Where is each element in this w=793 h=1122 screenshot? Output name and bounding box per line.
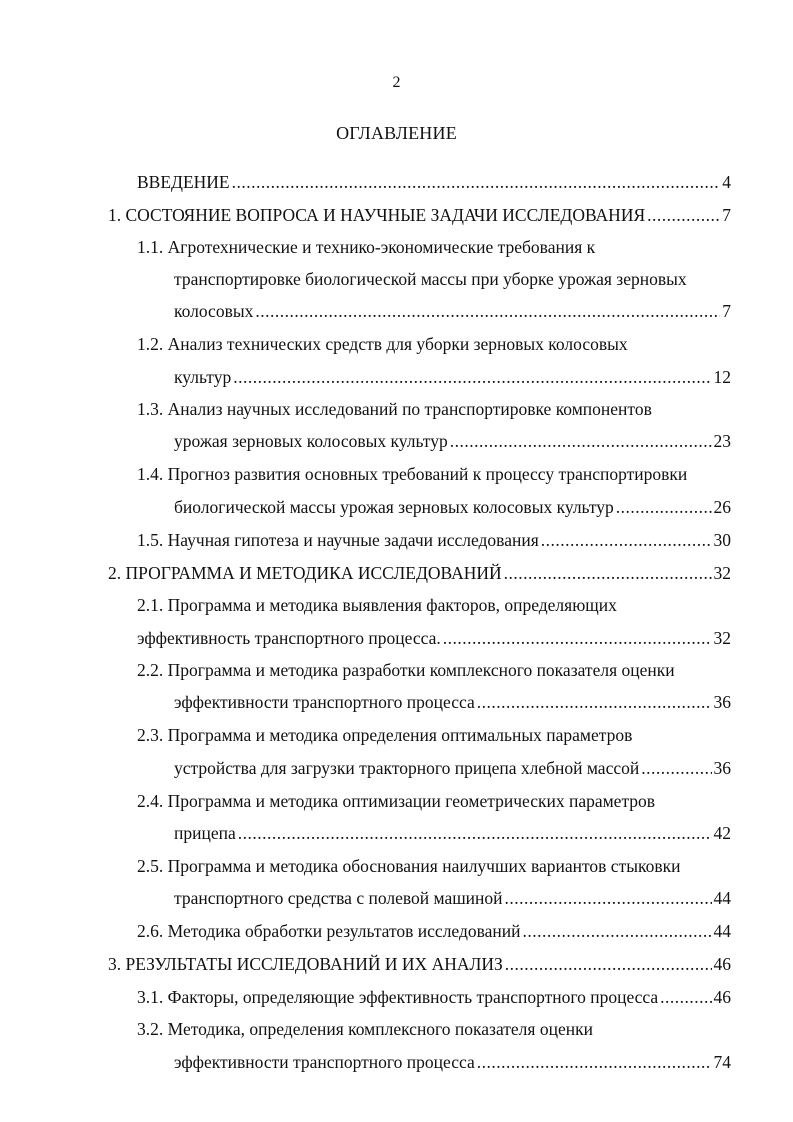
toc-entry-text: прицепа [174,823,236,843]
toc-page-number: 7 [722,301,731,321]
toc-entry-1-3[interactable] [137,397,731,421]
page-number: 2 [392,74,401,91]
toc-page-number: 7 [722,205,731,225]
toc-entry-2-1-last[interactable] [137,626,731,650]
toc-entry-text: 2.5. Программа и методика обоснования наилучших вариантов стыковки [137,856,681,876]
toc-entry-text: 1.1. Агротехнические и технико-экономические требования к [137,237,596,257]
toc-entry-1-1[interactable] [137,235,731,259]
toc-page-number: 74 [713,1052,731,1072]
toc-entry-text: 1.2. Анализ технических средств для уборки зерновых колосовых [137,334,628,354]
toc-page-number: 44 [713,921,731,941]
dot-leader [238,821,712,845]
toc-entry-1-4[interactable] [137,462,731,486]
toc-entry-text: транспортировке биологической массы при уборке урожая зерновых [174,269,687,289]
toc-entry-2-4[interactable] [137,789,731,813]
toc-entry-2-5-last[interactable] [174,886,731,910]
toc-entry-text: колосовых [174,301,254,321]
toc-entry-text: ВВЕДЕНИЕ [137,172,230,192]
toc-entry-chapter-3[interactable] [108,952,731,976]
toc-page-number: 23 [713,431,731,451]
toc-entry-text: эффективности транспортного процесса [174,692,475,712]
toc-entry-1-4-last[interactable] [174,495,731,519]
toc-entry-text: 2.4. Программа и методика оптимизации геометрических параметров [137,791,656,811]
dot-leader [232,170,721,194]
toc-entry-text: 3.1. Факторы, определяющие эффективность транспортного процесса [137,987,659,1007]
toc-page-number: 46 [713,987,731,1007]
toc-entry-text: 2.3. Программа и методика определения оптимальных параметров [137,725,633,745]
toc-entry-1-2-last[interactable] [174,365,731,389]
toc-entry-text: эффективности транспортного процесса [174,1052,475,1072]
toc-entry-text: 2.2. Программа и методика разработки комплексного показателя оценки [137,660,675,680]
toc-entry-text: устройства для загрузки тракторного прицепа хлебной массой [174,758,640,778]
toc-entry-text: 1. СОСТОЯНИЕ ВОПРОСА И НАУЧНЫЕ ЗАДАЧИ ИССЛЕДОВАНИЯ [108,205,646,225]
toc-entry-2-4-last[interactable] [174,821,731,845]
toc-page-number: 4 [722,172,731,192]
toc-page-number: 32 [713,563,731,583]
toc-entry-text: урожая зерновых колосовых культур [174,431,448,451]
toc-entry-text: 3.2. Методика, определения комплексного показателя оценки [137,1019,593,1039]
toc-page-number: 12 [713,367,731,387]
toc-page-number: 46 [713,954,731,974]
toc-entry-2-3-last[interactable] [174,756,731,780]
toc-entry-1-3-last[interactable] [174,429,731,453]
toc-title: ОГЛАВЛЕНИЕ [336,123,457,143]
toc-entry-text: 1.4. Прогноз развития основных требований к процессу транспортировки [137,464,688,484]
toc-entry-text: 2.6. Методика обработки результатов исследований [137,921,521,941]
toc-entry-text: 1.5. Научная гипотеза и научные задачи исследования [137,530,539,550]
dot-leader [647,203,720,227]
toc-page-number: 36 [713,758,731,778]
toc-entry-2-2-last[interactable] [174,690,731,714]
toc-page-number: 36 [713,692,731,712]
toc-entry-text: 1.3. Анализ научных исследований по транспортировке компонентов [137,399,652,419]
toc-entry-2-2[interactable] [137,658,731,682]
toc-entry-1-1-last[interactable] [174,299,731,323]
dot-leader [616,495,712,519]
toc-page-number: 42 [713,823,731,843]
toc-entry-chapter-2[interactable] [108,561,731,585]
dot-leader [523,919,712,943]
toc-entry-text: 2.1. Программа и методика выявления факторов, определяющих [137,595,617,615]
dot-leader [660,985,711,1009]
toc-entry-3-2-last[interactable] [174,1050,731,1074]
toc-entry-text: 2. ПРОГРАММА И МЕТОДИКА ИССЛЕДОВАНИЙ [108,563,502,583]
toc-entry-text: эффективность транспортного процесса. [137,628,441,648]
toc-entry-text: биологической массы урожая зерновых колосовых культур [174,497,614,517]
dot-leader [641,756,711,780]
toc-page-number: 32 [713,628,731,648]
dot-leader [255,299,720,323]
dot-leader [477,1050,712,1074]
toc-entry-2-5[interactable] [137,854,731,878]
toc-entry-2-3[interactable] [137,723,731,747]
toc-entry-introduction[interactable] [137,170,731,194]
toc-page-number: 44 [713,888,731,908]
toc-entry-1-5[interactable] [137,528,731,552]
toc-entry-1-2[interactable] [137,332,731,356]
dot-leader [504,561,712,585]
toc-entry-1-1-continued [174,267,731,291]
toc-entry-3-1[interactable] [137,985,731,1009]
toc-entry-2-1[interactable] [137,593,731,617]
toc-entry-text: 3. РЕЗУЛЬТАТЫ ИССЛЕДОВАНИЙ И ИХ АНАЛИЗ [108,954,503,974]
dot-leader [477,690,712,714]
dot-leader [505,952,712,976]
dot-leader [541,528,712,552]
toc-entry-chapter-1[interactable] [108,203,731,227]
toc-page-number: 26 [713,497,731,517]
dot-leader [233,365,711,389]
toc-entry-3-2[interactable] [137,1017,731,1041]
dot-leader [505,886,712,910]
toc-entry-2-6[interactable] [137,919,731,943]
dot-leader [443,626,712,650]
toc-entry-text: транспортного средства с полевой машиной [174,888,503,908]
toc-entry-text: культур [174,367,232,387]
toc-page-number: 30 [713,530,731,550]
dot-leader [450,429,712,453]
